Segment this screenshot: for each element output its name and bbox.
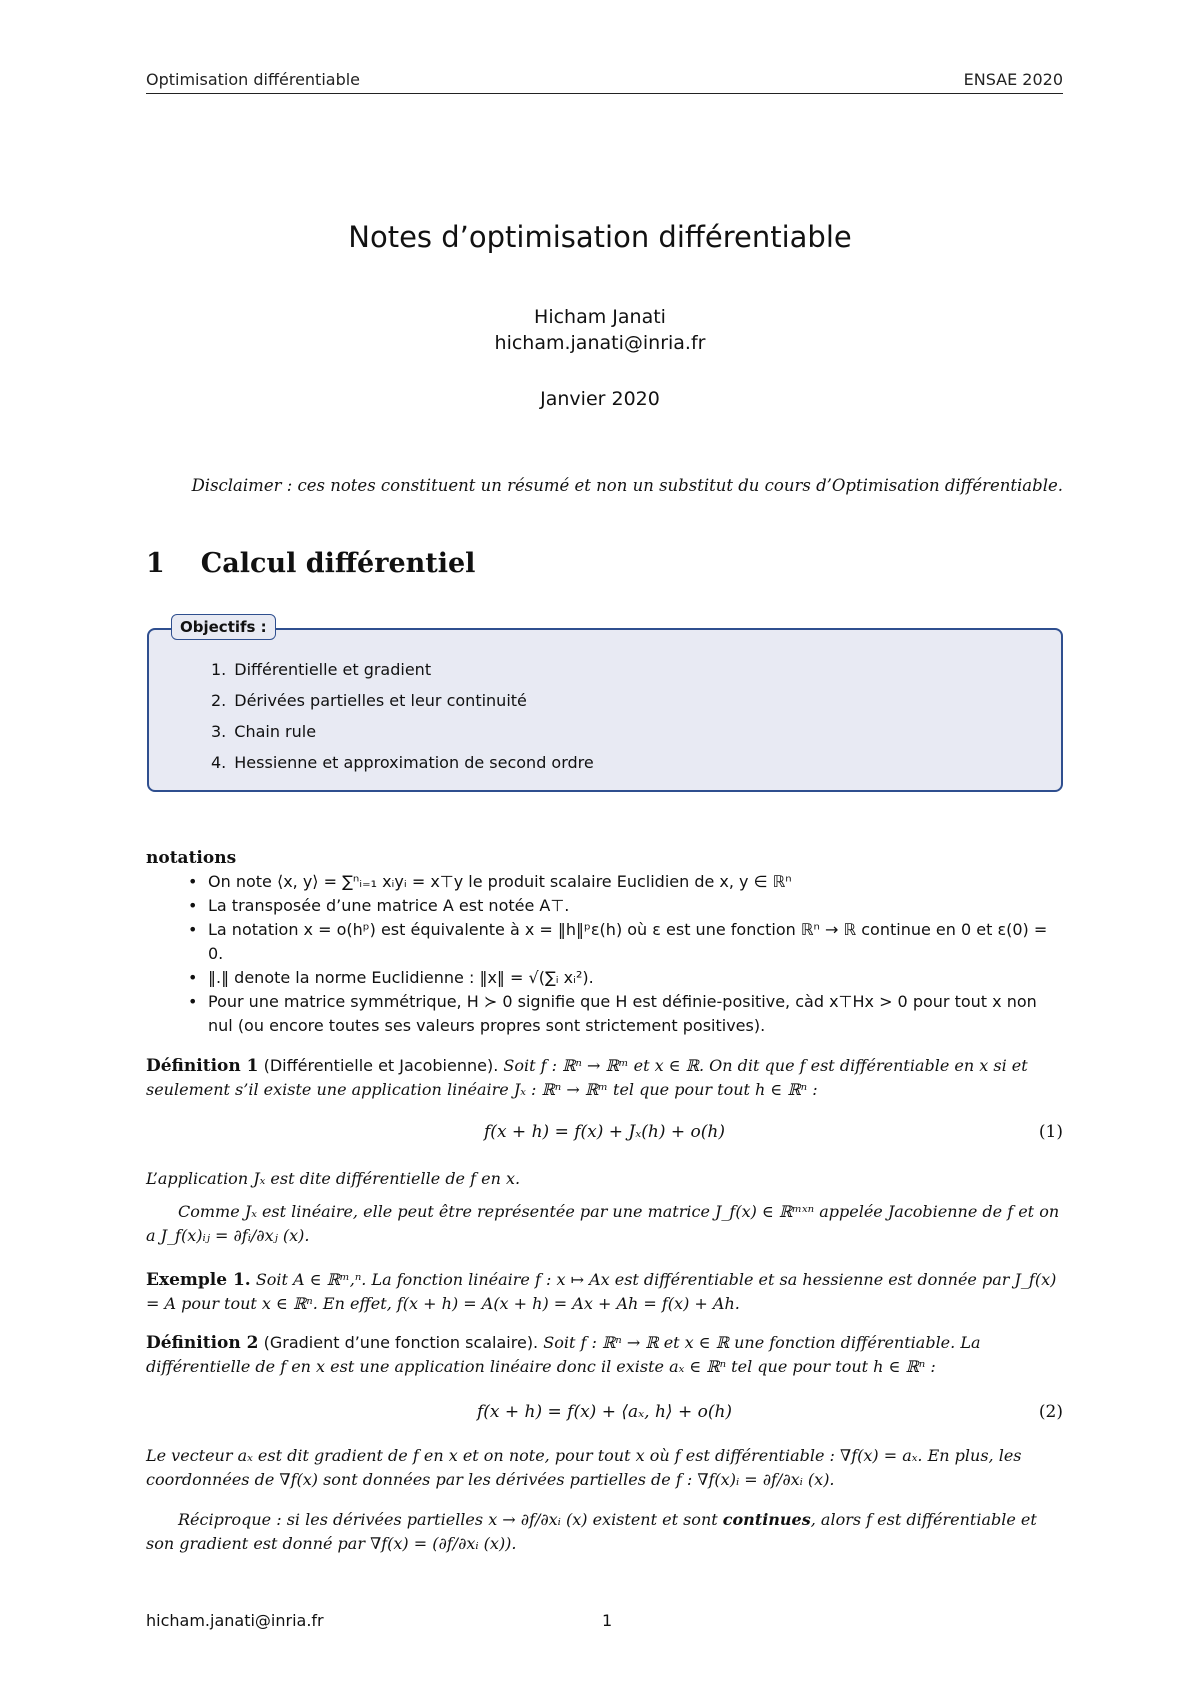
notations-block — [146, 846, 1063, 1038]
objectives-list — [211, 660, 594, 784]
definition-1-name: (Différentielle et Jacobienne). — [263, 1056, 499, 1075]
equation-2-number: (2) — [1038, 1402, 1063, 1422]
section-number: 1 — [146, 548, 165, 579]
objective-text: Dérivées partielles et leur continuité — [234, 691, 527, 710]
definition-1-text: Soit f : ℝⁿ → ℝᵐ et x ∈ ℝ. On dit que f est différentiable en x si et seulement s’il existe une application linéaire Jₓ : ℝⁿ → ℝᵐ tel que pour tout h ∈ ℝⁿ : — [146, 1056, 1028, 1099]
objective-text: Hessienne et approximation de second ordre — [234, 753, 594, 772]
equation-2 — [146, 1402, 1063, 1422]
section-heading — [146, 548, 475, 579]
notations-list — [146, 870, 1063, 1038]
equation-1-number: (1) — [1038, 1122, 1063, 1142]
definition-1-label: Définition 1 — [146, 1056, 259, 1076]
document-title: Notes d’optimisation différentiable — [348, 220, 852, 254]
title-block — [0, 220, 1200, 410]
reciprocal-emphasis: continues — [722, 1510, 811, 1529]
disclaimer: Disclaimer : ces notes constituent un résumé et non un substitut du cours d’Optimisation différentiable. — [191, 476, 1063, 495]
objectives-box — [147, 618, 1063, 792]
definition-2 — [146, 1331, 1063, 1379]
page-footer — [146, 1611, 1063, 1630]
equation-2-expression: f(x + h) = f(x) + ⟨aₓ, h⟩ + o(h) — [476, 1402, 733, 1422]
objective-item — [211, 722, 594, 753]
jacobian-paragraph: Comme Jₓ est linéaire, elle peut être représentée par une matrice J_f(x) ∈ ℝᵐˣⁿ appelée Jacobienne de f et on a J_f(x)ᵢⱼ = ∂fᵢ/∂xⱼ (x). — [146, 1202, 1060, 1245]
author-name: Hicham Janati — [534, 306, 666, 328]
notation-item: • ‖.‖ denote la norme Euclidienne : ‖x‖ = √(∑ᵢ xᵢ²). — [146, 966, 1063, 990]
objective-item — [211, 660, 594, 691]
notations-label: notations — [146, 848, 237, 868]
header-right: ENSAE 2020 — [963, 70, 1063, 89]
objective-text: Chain rule — [234, 722, 317, 741]
definition-2-label: Définition 2 — [146, 1333, 259, 1353]
notation-item: • On note ⟨x, y⟩ = ∑ⁿᵢ₌₁ xᵢyᵢ = x⊤y le produit scalaire Euclidien de x, y ∈ ℝⁿ — [146, 870, 1063, 894]
notation-item: • La notation x = o(hᵖ) est équivalente à x = ‖h‖ᵖε(h) où ε est une fonction ℝⁿ → ℝ continue en 0 et ε(0) = 0. — [146, 918, 1063, 966]
example-1-text: Soit A ∈ ℝᵐ,ⁿ. La fonction linéaire f : x ↦ Ax est différentiable et sa hessienne est donnée par J_f(x) = A pour tout x ∈ ℝⁿ. En effet, f(x + h) = A(x + h) = Ax + Ah = f(x) + Ah. — [146, 1270, 1057, 1313]
example-1 — [146, 1268, 1063, 1316]
definition-2-text: Soit f : ℝⁿ → ℝ et x ∈ ℝ une fonction différentiable. La différentielle de f en x est une application linéaire donc il existe aₓ ∈ ℝⁿ tel que pour tout h ∈ ℝⁿ : — [146, 1333, 981, 1376]
section-title: Calcul différentiel — [200, 548, 476, 579]
definition-1 — [146, 1054, 1063, 1102]
gradient-paragraph: Le vecteur aₓ est dit gradient de f en x et on note, pour tout x où f est différentiable : ∇f(x) = aₓ. En plus, les coordonnées de ∇f(x) sont données par les dérivées partielles de f : ∇f(x)ᵢ = ∂f/∂xᵢ (x). — [146, 1446, 1022, 1489]
objective-item — [211, 691, 594, 722]
definition-2-name: (Gradient d’une fonction scalaire). — [263, 1333, 539, 1352]
page-number: 1 — [602, 1611, 613, 1630]
equation-1-expression: f(x + h) = f(x) + Jₓ(h) + o(h) — [484, 1122, 725, 1142]
objective-number: 2. — [211, 691, 227, 710]
objective-number: 3. — [211, 722, 227, 741]
header-left: Optimisation différentiable — [146, 70, 361, 89]
footer-email: hicham.janati@inria.fr — [146, 1611, 324, 1630]
reciprocal-start: Réciproque : si les dérivées partielles x → ∂f/∂xᵢ (x) existent et sont — [178, 1510, 718, 1529]
example-1-label: Exemple 1. — [146, 1270, 251, 1290]
objective-number: 1. — [211, 660, 227, 679]
document-date: Janvier 2020 — [540, 388, 660, 410]
running-header — [146, 70, 1063, 94]
equation-1 — [146, 1122, 1063, 1142]
definition-1-conclusion: L’application Jₓ est dite différentielle de f en x. — [146, 1169, 521, 1188]
author-email: hicham.janati@inria.fr — [494, 332, 706, 354]
notation-item: • Pour une matrice symmétrique, H ≻ 0 signifie que H est définie-positive, càd x⊤Hx > 0 pour tout x non nul (ou encore toutes ses valeurs propres sont strictement positives). — [146, 990, 1063, 1038]
reciprocal-end: , alors f est différentiable et son gradient est donné par ∇f(x) = (∂f/∂xᵢ (x)). — [146, 1510, 1037, 1553]
objective-item — [211, 753, 594, 784]
objective-text: Différentielle et gradient — [234, 660, 432, 679]
reciprocal-paragraph — [146, 1508, 1063, 1556]
objectives-label: Objectifs : — [171, 614, 276, 640]
objective-number: 4. — [211, 753, 227, 772]
notation-item: • La transposée d’une matrice A est notée A⊤. — [146, 894, 1063, 918]
